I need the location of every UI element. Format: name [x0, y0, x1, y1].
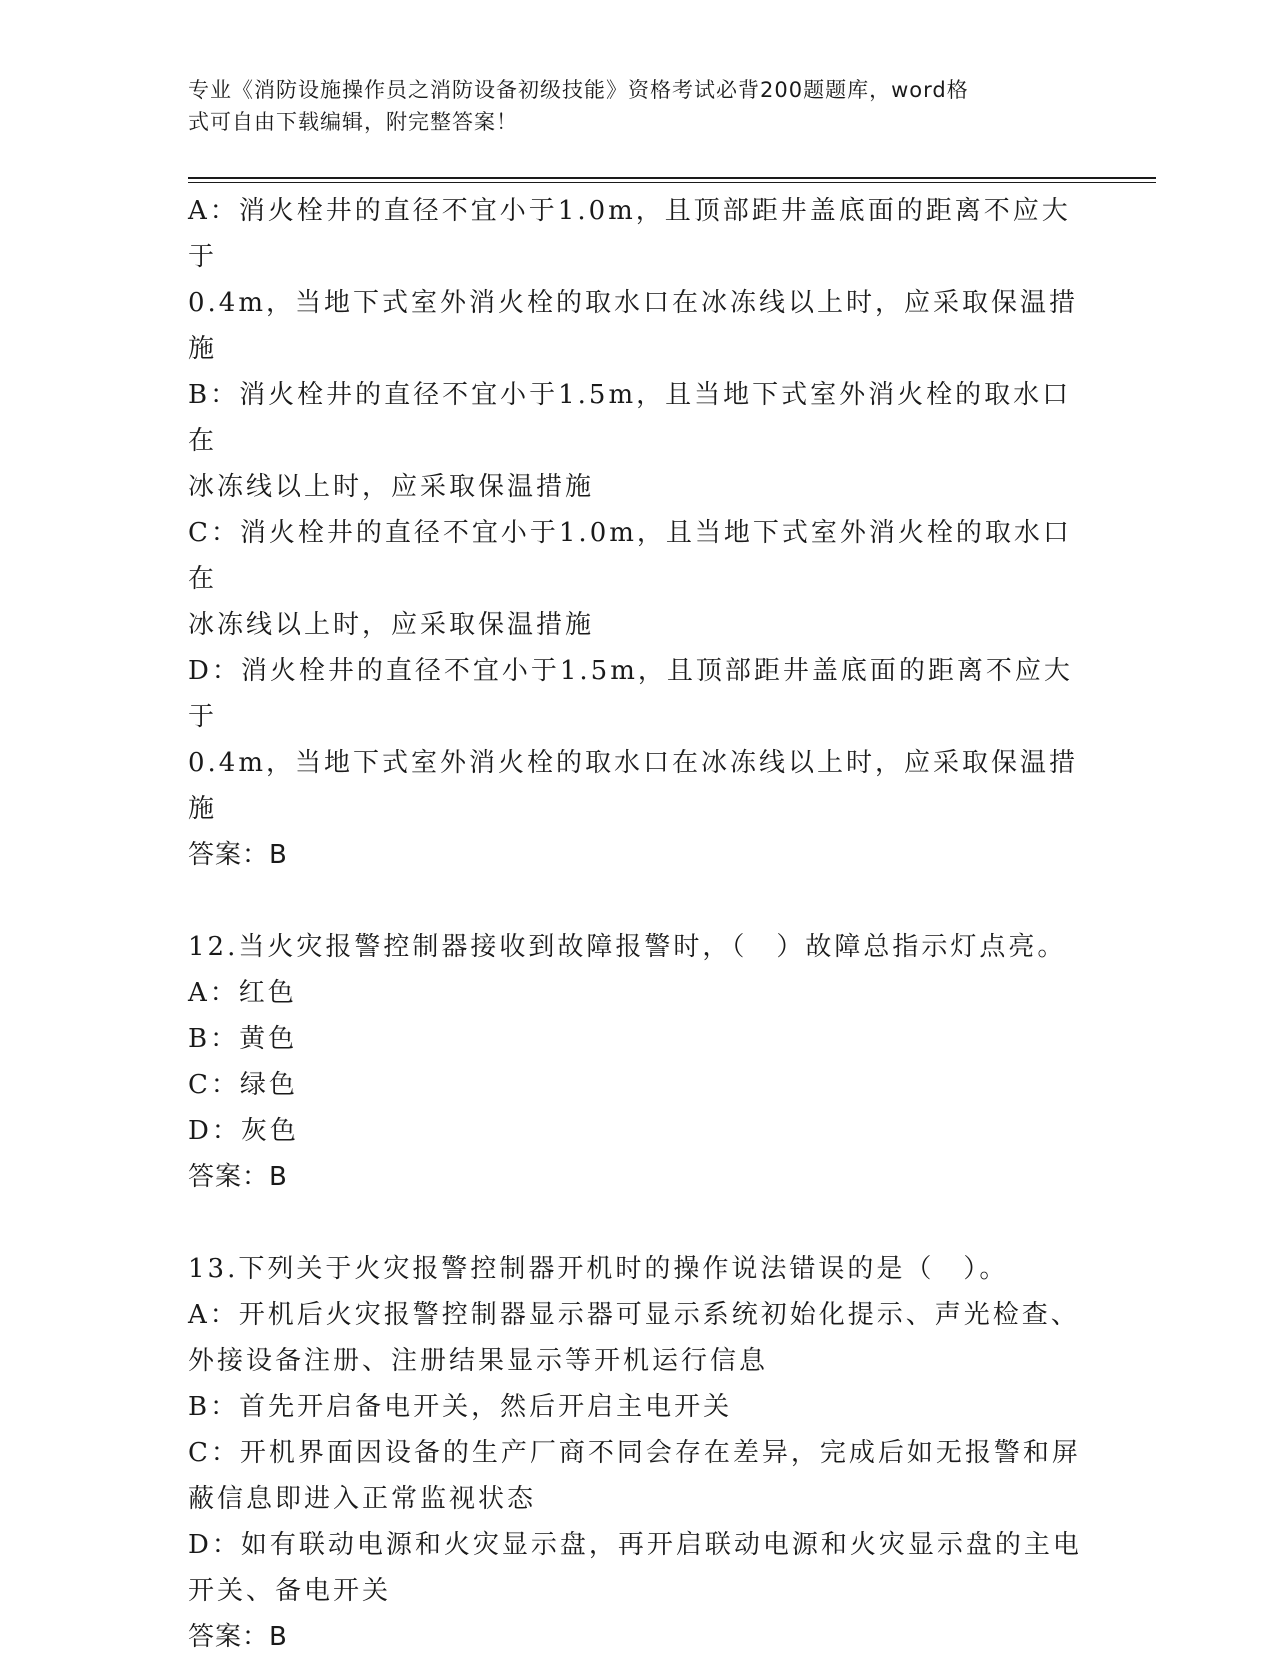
question-12-block: [188, 924, 1088, 1200]
option-line: 蔽信息即进入正常监视状态: [188, 1484, 537, 1514]
header-divider-thick: [188, 177, 1156, 179]
q13-option-b: [188, 1384, 1088, 1430]
q12-question-text: 12.当火灾报警控制器接收到故障报警时，（ ）故障总指示灯点亮。: [188, 932, 1067, 962]
option-line: B：首先开启备电开关，然后开启主电开关: [188, 1392, 733, 1422]
option-line: C：消火栓井的直径不宜小于1.0m，且当地下式室外消火栓的取水口在: [188, 518, 1072, 594]
option-line: A：开机后火灾报警控制器显示器可显示系统初始化提示、声光检查、: [188, 1300, 1080, 1330]
header-divider-thin: [188, 182, 1156, 183]
q12-option-b: B：黄色: [188, 1024, 298, 1054]
spacer: [188, 878, 1088, 924]
q13-option-c: [188, 1430, 1088, 1522]
option-line: D：如有联动电源和火灾显示盘，再开启联动电源和火灾显示盘的主电: [188, 1530, 1082, 1560]
option-line: 施: [188, 334, 218, 364]
q11-answer: 答案：B: [188, 840, 288, 870]
q13-option-a: [188, 1292, 1088, 1384]
page-header: [188, 74, 1068, 138]
q11-option-d: [188, 648, 1088, 832]
q12-option-a: A：红色: [188, 978, 297, 1008]
option-line: 外接设备注册、注册结果显示等开机运行信息: [188, 1346, 769, 1376]
header-line-2: 式可自由下载编辑，附完整答案！: [188, 110, 518, 134]
q11-option-a: [188, 188, 1088, 372]
option-line: 施: [188, 794, 218, 824]
q12-answer: 答案：B: [188, 1162, 288, 1192]
spacer: [188, 1200, 1088, 1246]
option-line: A：消火栓井的直径不宜小于1.0m，且顶部距井盖底面的距离不应大于: [188, 196, 1071, 272]
option-line: 0.4m，当地下式室外消火栓的取水口在冰冻线以上时，应采取保温措: [188, 748, 1079, 778]
option-line: 冰冻线以上时，应采取保温措施: [188, 472, 595, 502]
option-line: D：消火栓井的直径不宜小于1.5m，且顶部距井盖底面的距离不应大于: [188, 656, 1073, 732]
q13-question-text: 13.下列关于火灾报警控制器开机时的操作说法错误的是（ ）。: [188, 1254, 1009, 1284]
q11-option-c: [188, 510, 1088, 648]
q13-answer: 答案：B: [188, 1622, 288, 1652]
option-line: 开关、备电开关: [188, 1576, 392, 1606]
question-11-block: [188, 188, 1088, 878]
q11-option-b: [188, 372, 1088, 510]
question-13-block: [188, 1246, 1088, 1660]
header-line-1: 专业《消防设施操作员之消防设备初级技能》资格考试必背200题题库，word格: [188, 78, 969, 102]
question-content: [188, 188, 1088, 1660]
option-line: B：消火栓井的直径不宜小于1.5m，且当地下式室外消火栓的取水口在: [188, 380, 1072, 456]
option-line: 0.4m，当地下式室外消火栓的取水口在冰冻线以上时，应采取保温措: [188, 288, 1079, 318]
q13-option-d: [188, 1522, 1088, 1614]
q12-option-d: D：灰色: [188, 1116, 299, 1146]
option-line: 冰冻线以上时，应采取保温措施: [188, 610, 595, 640]
option-line: C：开机界面因设备的生产厂商不同会存在差异，完成后如无报警和屏: [188, 1438, 1081, 1468]
q12-option-c: C：绿色: [188, 1070, 298, 1100]
